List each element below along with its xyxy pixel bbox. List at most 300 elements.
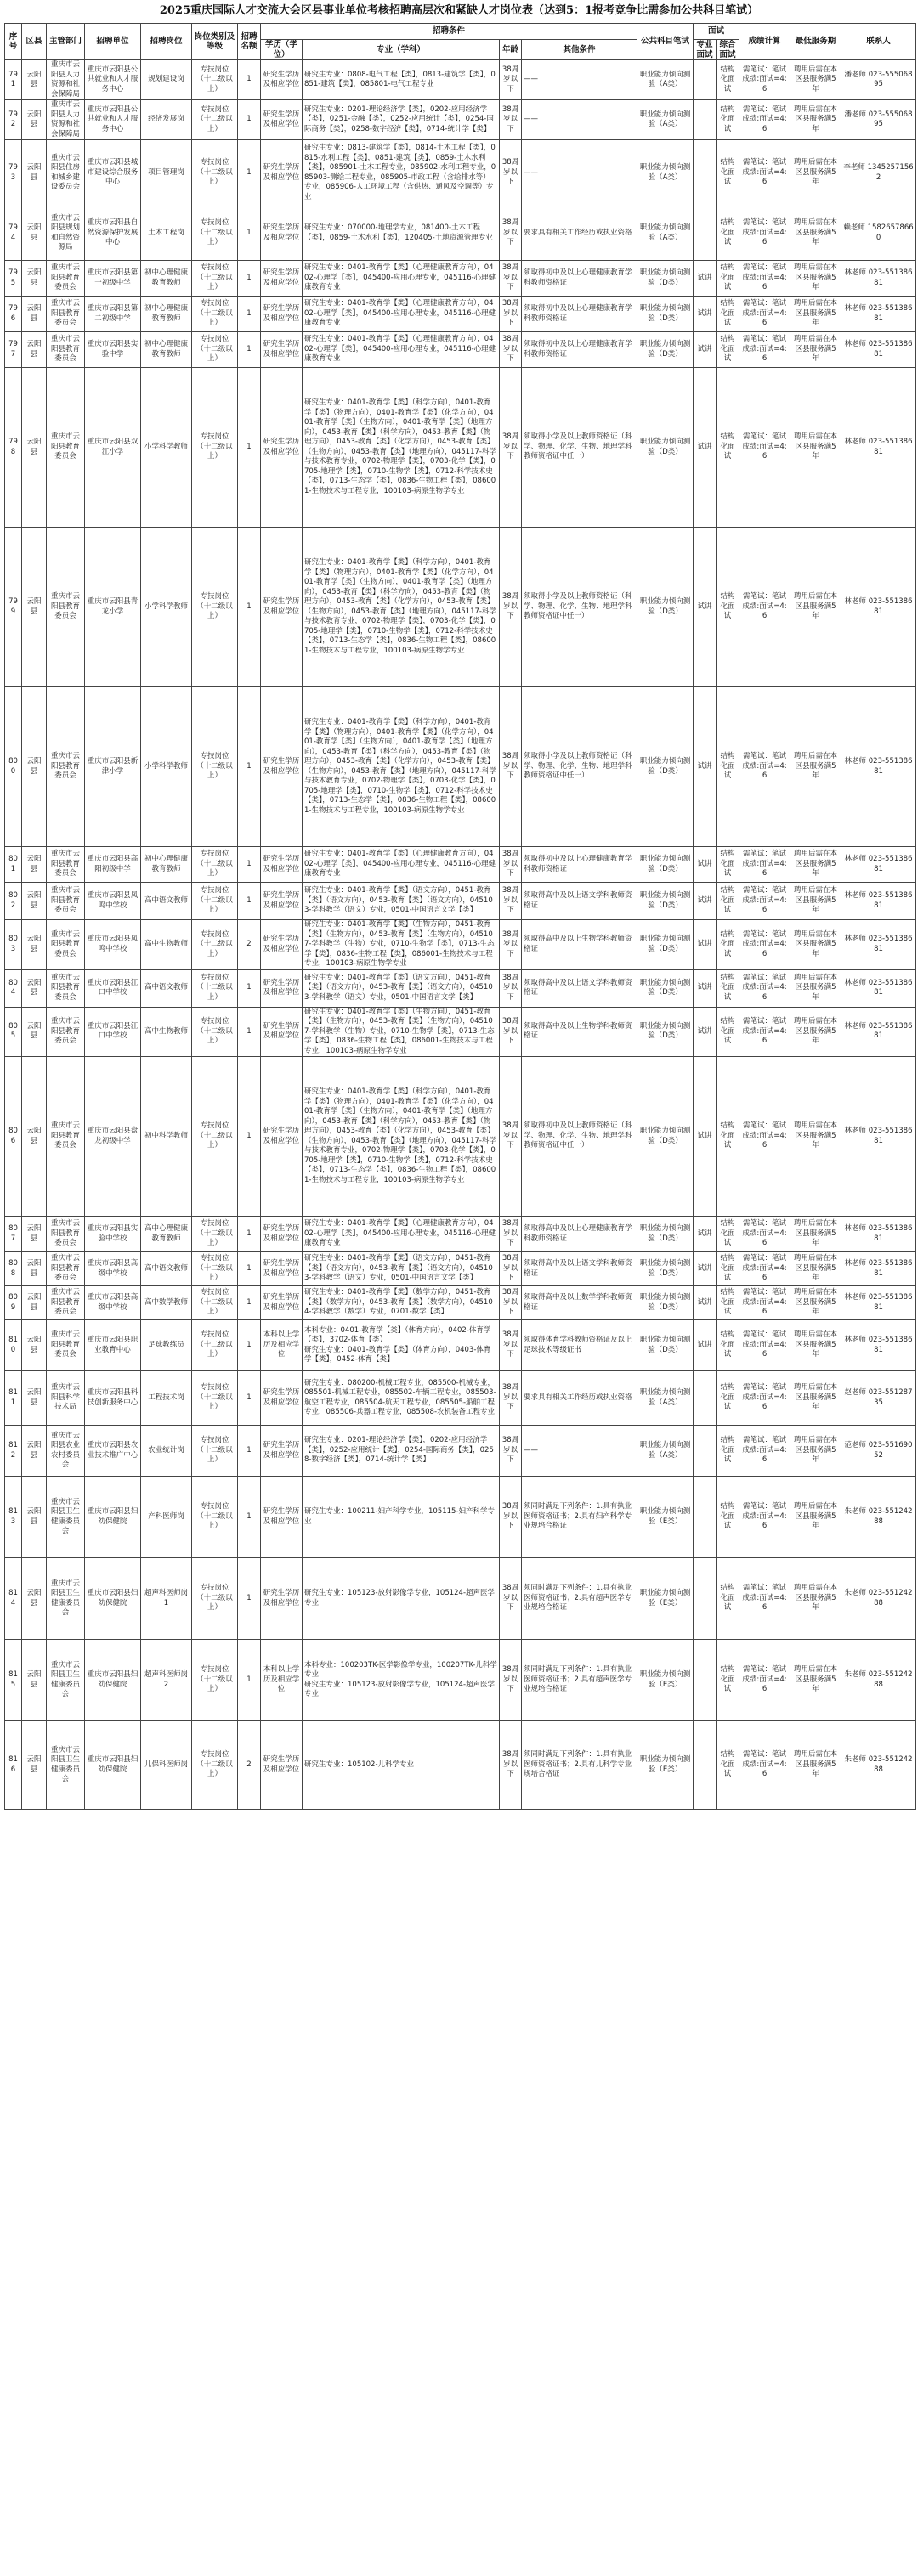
row-unit: 重庆市云阳县凤鸣中学校 bbox=[85, 920, 141, 970]
row-unit: 重庆市云阳县第一初级中学 bbox=[85, 261, 141, 297]
row-pubexam: 职业能力倾向测验（D类） bbox=[638, 1320, 694, 1371]
row-major bbox=[303, 1477, 500, 1558]
row-post: 高中生物教师 bbox=[141, 920, 192, 970]
row-contact: 林老师 023-55138681 bbox=[842, 969, 916, 1007]
row-district: 云阳县 bbox=[22, 1371, 47, 1426]
table-row bbox=[5, 1286, 916, 1320]
major-line: 研究生专业：0401-教育学【类】（生物方向），0451-教育【类】（生物方向），0453-教育【类】（生物方向），045107-学科教学（生物）专业，0710-生物学【类】，0713-生态学【类】，0836-生物工程【类】，086001-生物技术与工程专业，100103-病原生物学专业 bbox=[304, 920, 495, 968]
row-edu: 研究生学历及相应学位 bbox=[261, 332, 303, 368]
row-pubexam: 职业能力倾向测验（A类） bbox=[638, 140, 694, 206]
row-dept: 重庆市云阳县教育委员会 bbox=[47, 297, 85, 332]
table-row bbox=[5, 261, 916, 297]
row-major bbox=[303, 920, 500, 970]
row-pro-interview bbox=[694, 1477, 717, 1558]
row-comp-interview: 结构化面试 bbox=[717, 332, 740, 368]
row-category: 专技岗位（十二级以上） bbox=[192, 847, 238, 883]
row-quota: 1 bbox=[238, 1477, 261, 1558]
col-category: 岗位类别及等级 bbox=[192, 24, 238, 60]
row-major bbox=[303, 368, 500, 528]
row-unit: 重庆市云阳县公共就业和人才服务中心 bbox=[85, 100, 141, 140]
row-pubexam: 职业能力倾向测验（D类） bbox=[638, 847, 694, 883]
major-line: 研究生专业：0813-建筑学【类】，0814-土木工程【类】，0815-水利工程【类】，0851-建筑【类】，0859-土木水利【类】，085901-土木工程专业，085902-水利工程专业，085903-测绘工程专业，085905-市政工程（含给排水等）专业，085906-人工环境工程（含供热、通风及空调等）专业 bbox=[304, 144, 496, 201]
row-pubexam: 职业能力倾向测验（D类） bbox=[638, 1286, 694, 1320]
col-major: 专业（学科） bbox=[303, 40, 500, 60]
row-age: 38周岁以下 bbox=[500, 1721, 522, 1810]
table-row bbox=[5, 1477, 916, 1558]
row-district: 云阳县 bbox=[22, 140, 47, 206]
table-row bbox=[5, 1371, 916, 1426]
row-seq: 796 bbox=[5, 297, 22, 332]
row-comp-interview: 结构化面试 bbox=[717, 969, 740, 1007]
row-age: 38周岁以下 bbox=[500, 920, 522, 970]
row-score: 需笔试：笔试成绩:面试=4:6 bbox=[740, 1286, 790, 1320]
table-row bbox=[5, 1252, 916, 1286]
row-pro-interview: 试讲 bbox=[694, 920, 717, 970]
table-row bbox=[5, 1426, 916, 1477]
row-category: 专技岗位（十二级以上） bbox=[192, 1320, 238, 1371]
row-contact: 林老师 023-55138681 bbox=[842, 297, 916, 332]
row-dept: 重庆市云阳县教育委员会 bbox=[47, 1286, 85, 1320]
row-quota: 1 bbox=[238, 1007, 261, 1057]
row-unit: 重庆市云阳县科技创新服务中心 bbox=[85, 1371, 141, 1426]
row-comp-interview: 结构化面试 bbox=[717, 1252, 740, 1286]
row-dept: 重庆市云阳县教育委员会 bbox=[47, 332, 85, 368]
row-seq: 813 bbox=[5, 1477, 22, 1558]
row-edu: 研究生学历及相应学位 bbox=[261, 1286, 303, 1320]
row-category: 专技岗位（十二级以上） bbox=[192, 206, 238, 261]
row-age: 38周岁以下 bbox=[500, 687, 522, 847]
row-contact: 李老师 13452571562 bbox=[842, 140, 916, 206]
row-other: 要求具有相关工作经历或执业资格 bbox=[522, 206, 638, 261]
col-district: 区县 bbox=[22, 24, 47, 60]
row-major bbox=[303, 847, 500, 883]
row-contact: 林老师 023-55138681 bbox=[842, 1320, 916, 1371]
row-age: 38周岁以下 bbox=[500, 1252, 522, 1286]
row-dept: 重庆市云阳县科学技术局 bbox=[47, 1371, 85, 1426]
row-pubexam: 职业能力倾向测验（D类） bbox=[638, 1057, 694, 1217]
row-dept: 重庆市云阳县卫生健康委员会 bbox=[47, 1640, 85, 1721]
row-service: 聘用后需在本区县服务满5年 bbox=[790, 1007, 842, 1057]
row-category: 专技岗位（十二级以上） bbox=[192, 140, 238, 206]
job-table bbox=[4, 23, 916, 1810]
major-line: 研究生专业：0401-教育学【类】（科学方向），0401-教育学【类】（物理方向），0401-教育学【类】（化学方向），0401-教育学【类】（生物方向），0401-教育学【类】（地理方向），0453-教育【类】（科学方向），0453-教育【类】（物理方向），0453-教育【类】（化学方向），0453-教育【类】（生物方向），0453-教育【类】（地理方向），045117-科学与技术教育专业，0702-物理学【类】，0703-化学【类】，0705-地理学【类】，0710-生物学【类】，0712-科学技术史【类】，0713-生态学【类】，0836-生物工程【类】，086001-生物技术与工程专业，100103-病原生物学专业 bbox=[304, 398, 496, 495]
row-pro-interview: 试讲 bbox=[694, 969, 717, 1007]
row-pro-interview: 试讲 bbox=[694, 368, 717, 528]
row-contact: 林老师 023-55138681 bbox=[842, 1286, 916, 1320]
row-dept: 重庆市云阳县教育委员会 bbox=[47, 1252, 85, 1286]
row-contact: 林老师 023-55138681 bbox=[842, 920, 916, 970]
table-row bbox=[5, 1558, 916, 1640]
row-edu: 研究生学历及相应学位 bbox=[261, 1558, 303, 1640]
row-quota: 1 bbox=[238, 100, 261, 140]
row-contact: 潘老师 023-55506895 bbox=[842, 100, 916, 140]
row-score: 需笔试：笔试成绩:面试=4:6 bbox=[740, 847, 790, 883]
row-other: 须取得初中及以上心理健康教育学科教师资格证 bbox=[522, 332, 638, 368]
major-line: 研究生专业：0401-教育学【类】（语文方向），0451-教育【类】（语文方向），0453-教育【类】（语文方向），045103-学科教学（语文）专业，0501-中国语言文学【类】 bbox=[304, 886, 493, 915]
row-score: 需笔试：笔试成绩:面试=4:6 bbox=[740, 206, 790, 261]
row-pro-interview bbox=[694, 206, 717, 261]
row-category: 专技岗位（十二级以上） bbox=[192, 332, 238, 368]
row-service: 聘用后需在本区县服务满5年 bbox=[790, 261, 842, 297]
row-comp-interview: 结构化面试 bbox=[717, 60, 740, 100]
row-pro-interview bbox=[694, 1371, 717, 1426]
row-post: 儿保科医师岗 bbox=[141, 1721, 192, 1810]
row-category: 专技岗位（十二级以上） bbox=[192, 261, 238, 297]
row-other: 须取得初中及以上心理健康教育学科教师资格证 bbox=[522, 297, 638, 332]
row-age: 38周岁以下 bbox=[500, 60, 522, 100]
row-post: 高中生物教师 bbox=[141, 1007, 192, 1057]
row-pro-interview bbox=[694, 60, 717, 100]
row-category: 专技岗位（十二级以上） bbox=[192, 920, 238, 970]
row-pubexam: 职业能力倾向测验（D类） bbox=[638, 920, 694, 970]
row-pubexam: 职业能力倾向测验（D类） bbox=[638, 883, 694, 920]
row-post: 初中心理健康教育教师 bbox=[141, 261, 192, 297]
row-post: 足球教练员 bbox=[141, 1320, 192, 1371]
row-service: 聘用后需在本区县服务满5年 bbox=[790, 1286, 842, 1320]
row-post: 产科医师岗 bbox=[141, 1477, 192, 1558]
row-pubexam: 职业能力倾向测验（D类） bbox=[638, 1007, 694, 1057]
row-dept: 重庆市云阳县住房和城乡建设委员会 bbox=[47, 140, 85, 206]
row-dept: 重庆市云阳县教育委员会 bbox=[47, 969, 85, 1007]
row-district: 云阳县 bbox=[22, 1477, 47, 1558]
row-quota: 1 bbox=[238, 847, 261, 883]
row-dept: 重庆市云阳县教育委员会 bbox=[47, 883, 85, 920]
row-district: 云阳县 bbox=[22, 969, 47, 1007]
row-district: 云阳县 bbox=[22, 1217, 47, 1252]
row-category: 专技岗位（十二级以上） bbox=[192, 297, 238, 332]
row-age: 38周岁以下 bbox=[500, 140, 522, 206]
row-seq: 804 bbox=[5, 969, 22, 1007]
row-age: 38周岁以下 bbox=[500, 1477, 522, 1558]
major-line: 研究生专业：0401-教育学【类】（心理健康教育方向），0402-心理学【类】，045400-应用心理专业，045116-心理健康教育专业 bbox=[304, 1219, 496, 1248]
row-seq: 798 bbox=[5, 368, 22, 528]
row-age: 38周岁以下 bbox=[500, 100, 522, 140]
row-pubexam: 职业能力倾向测验（D类） bbox=[638, 297, 694, 332]
row-dept: 重庆市云阳县教育委员会 bbox=[47, 368, 85, 528]
row-age: 38周岁以下 bbox=[500, 1007, 522, 1057]
row-post: 高中数学教师 bbox=[141, 1286, 192, 1320]
row-quota: 1 bbox=[238, 883, 261, 920]
col-contact: 联系人 bbox=[842, 24, 916, 60]
row-district: 云阳县 bbox=[22, 1320, 47, 1371]
row-category: 专技岗位（十二级以上） bbox=[192, 1252, 238, 1286]
row-edu: 研究生学历及相应学位 bbox=[261, 1217, 303, 1252]
major-line: 研究生专业：0401-教育学【类】（心理健康教育方向），0402-心理学【类】，045400-应用心理专业，045116-心理健康教育专业 bbox=[304, 299, 496, 328]
row-edu: 研究生学历及相应学位 bbox=[261, 60, 303, 100]
row-pubexam: 职业能力倾向测验（D类） bbox=[638, 368, 694, 528]
row-quota: 1 bbox=[238, 60, 261, 100]
row-comp-interview: 结构化面试 bbox=[717, 1320, 740, 1371]
col-post: 招聘岗位 bbox=[141, 24, 192, 60]
major-line: 研究生专业：0401-教育学【类】（语文方向），0451-教育【类】（语文方向），0453-教育【类】（语文方向），045103-学科教学（语文）专业，0501-中国语言文学【类】 bbox=[304, 1254, 493, 1283]
row-pro-interview: 试讲 bbox=[694, 261, 717, 297]
major-line: 研究生专业：0401-教育学【类】（科学方向），0401-教育学【类】（物理方向），0401-教育学【类】（化学方向），0401-教育学【类】（生物方向），0401-教育学【类】（地理方向），0453-教育【类】（科学方向），0453-教育【类】（物理方向），0453-教育【类】（化学方向），0453-教育【类】（生物方向），0453-教育【类】（地理方向），045117-科学与技术教育专业，0702-物理学【类】，0703-化学【类】，0705-地理学【类】，0710-生物学【类】，0712-科学技术史【类】，0713-生态学【类】，0836-生物工程【类】，086001-生物技术与工程专业，100103-病原生物学专业 bbox=[304, 718, 496, 815]
row-major bbox=[303, 1252, 500, 1286]
row-service: 聘用后需在本区县服务满5年 bbox=[790, 1252, 842, 1286]
row-pubexam: 职业能力倾向测验（D类） bbox=[638, 687, 694, 847]
row-comp-interview: 结构化面试 bbox=[717, 100, 740, 140]
col-dept: 主管部门 bbox=[47, 24, 85, 60]
row-dept: 重庆市云阳县教育委员会 bbox=[47, 528, 85, 687]
row-comp-interview: 结构化面试 bbox=[717, 1558, 740, 1640]
row-quota: 1 bbox=[238, 332, 261, 368]
row-dept: 重庆市云阳县教育委员会 bbox=[47, 261, 85, 297]
row-post: 高中语文教师 bbox=[141, 883, 192, 920]
row-pubexam: 职业能力倾向测验（D类） bbox=[638, 1252, 694, 1286]
row-other: 须取得高中及以上语文学科教师资格证 bbox=[522, 1252, 638, 1286]
row-service: 聘用后需在本区县服务满5年 bbox=[790, 1558, 842, 1640]
row-contact: 林老师 023-55138681 bbox=[842, 368, 916, 528]
row-category: 专技岗位（十二级以上） bbox=[192, 100, 238, 140]
row-other: —— bbox=[522, 60, 638, 100]
table-row bbox=[5, 368, 916, 528]
row-quota: 1 bbox=[238, 1217, 261, 1252]
row-service: 聘用后需在本区县服务满5年 bbox=[790, 206, 842, 261]
row-age: 38周岁以下 bbox=[500, 1217, 522, 1252]
row-quota: 1 bbox=[238, 1286, 261, 1320]
row-post: 超声科医师岗1 bbox=[141, 1558, 192, 1640]
row-comp-interview: 结构化面试 bbox=[717, 368, 740, 528]
row-other: 须取得高中及以上语文学科教师资格证 bbox=[522, 969, 638, 1007]
row-quota: 2 bbox=[238, 1721, 261, 1810]
page-title: 2025重庆国际人才交流大会区县事业单位考核招聘高层次和紧缺人才岗位表（达到5：1报考竞争比需参加公共科目笔试） bbox=[159, 4, 759, 17]
row-edu: 研究生学历及相应学位 bbox=[261, 297, 303, 332]
row-comp-interview: 结构化面试 bbox=[717, 1286, 740, 1320]
row-unit: 重庆市云阳县双江小学 bbox=[85, 368, 141, 528]
row-district: 云阳县 bbox=[22, 883, 47, 920]
row-post: 高中语文教师 bbox=[141, 969, 192, 1007]
row-post: 超声科医师岗2 bbox=[141, 1640, 192, 1721]
col-service: 最低服务期 bbox=[790, 24, 842, 60]
row-other: 须取得高中及以上生物学科教师资格证 bbox=[522, 1007, 638, 1057]
row-score: 需笔试：笔试成绩:面试=4:6 bbox=[740, 528, 790, 687]
row-seq: 794 bbox=[5, 206, 22, 261]
row-pro-interview: 试讲 bbox=[694, 687, 717, 847]
row-unit: 重庆市云阳县第二初级中学 bbox=[85, 297, 141, 332]
col-other: 其他条件 bbox=[522, 40, 638, 60]
row-age: 38周岁以下 bbox=[500, 1558, 522, 1640]
row-pro-interview bbox=[694, 1426, 717, 1477]
row-post: 初中心理健康教育教师 bbox=[141, 332, 192, 368]
row-pubexam: 职业能力倾向测验（A类） bbox=[638, 1426, 694, 1477]
row-other: 须取得高中及以上心理健康教育学科教师资格证 bbox=[522, 1217, 638, 1252]
table-body bbox=[5, 60, 916, 1810]
row-other: 须取得高中及以上语文学科教师资格证 bbox=[522, 883, 638, 920]
row-pro-interview: 试讲 bbox=[694, 1286, 717, 1320]
row-post: 初中心理健康教育教师 bbox=[141, 847, 192, 883]
table-row bbox=[5, 1217, 916, 1252]
row-unit: 重庆市云阳县公共就业和人才服务中心 bbox=[85, 60, 141, 100]
row-comp-interview: 结构化面试 bbox=[717, 920, 740, 970]
row-other: 须同时满足下列条件：1.具有执业医师资格证书；2.具有超声医学专业规培合格证 bbox=[522, 1558, 638, 1640]
row-edu: 研究生学历及相应学位 bbox=[261, 883, 303, 920]
col-pubexam: 公共科目笔试 bbox=[638, 24, 694, 60]
row-service: 聘用后需在本区县服务满5年 bbox=[790, 883, 842, 920]
row-edu: 研究生学历及相应学位 bbox=[261, 528, 303, 687]
row-contact: 潘老师 023-55506895 bbox=[842, 60, 916, 100]
row-score: 需笔试：笔试成绩:面试=4:6 bbox=[740, 1217, 790, 1252]
row-other: 须取得小学及以上教师资格证（科学、物理、化学、生物、地理学科教师资格证中任一） bbox=[522, 528, 638, 687]
table-row bbox=[5, 969, 916, 1007]
table-row bbox=[5, 332, 916, 368]
row-dept: 重庆市云阳县人力资源和社会保障局 bbox=[47, 100, 85, 140]
major-line: 研究生专业：0401-教育学【类】（数学方向），0451-教育【类】（数学方向），0453-教育【类】（数学方向），045104-学科教学（数学）专业，0701-数学【类】 bbox=[304, 1288, 493, 1317]
row-seq: 808 bbox=[5, 1252, 22, 1286]
row-dept: 重庆市云阳县教育委员会 bbox=[47, 687, 85, 847]
row-comp-interview: 结构化面试 bbox=[717, 528, 740, 687]
table-row bbox=[5, 1057, 916, 1217]
row-pro-interview: 试讲 bbox=[694, 1252, 717, 1286]
row-score: 需笔试：笔试成绩:面试=4:6 bbox=[740, 1371, 790, 1426]
table-row bbox=[5, 883, 916, 920]
row-pro-interview: 试讲 bbox=[694, 883, 717, 920]
row-edu: 研究生学历及相应学位 bbox=[261, 1477, 303, 1558]
row-other: 要求具有相关工作经历或执业资格 bbox=[522, 1371, 638, 1426]
row-edu: 研究生学历及相应学位 bbox=[261, 100, 303, 140]
row-district: 云阳县 bbox=[22, 1426, 47, 1477]
row-comp-interview: 结构化面试 bbox=[717, 140, 740, 206]
row-category: 专技岗位（十二级以上） bbox=[192, 1286, 238, 1320]
row-age: 38周岁以下 bbox=[500, 368, 522, 528]
row-seq: 792 bbox=[5, 100, 22, 140]
row-category: 专技岗位（十二级以上） bbox=[192, 1007, 238, 1057]
row-pubexam: 职业能力倾向测验（E类） bbox=[638, 1721, 694, 1810]
row-major bbox=[303, 969, 500, 1007]
row-edu: 本科以上学历及相应学位 bbox=[261, 1320, 303, 1371]
row-unit: 重庆市云阳县实验中学校 bbox=[85, 1217, 141, 1252]
row-post: 小学科学教师 bbox=[141, 528, 192, 687]
row-seq: 809 bbox=[5, 1286, 22, 1320]
major-line: 研究生专业：0401-教育学【类】（体育方向），0403-体育学【类】，0452-体育【类】 bbox=[304, 1345, 491, 1364]
header-row-1 bbox=[5, 24, 916, 40]
row-district: 云阳县 bbox=[22, 1007, 47, 1057]
row-pubexam: 职业能力倾向测验（E类） bbox=[638, 1640, 694, 1721]
row-contact: 朱老师 023-55124288 bbox=[842, 1640, 916, 1721]
row-score: 需笔试：笔试成绩:面试=4:6 bbox=[740, 920, 790, 970]
row-seq: 807 bbox=[5, 1217, 22, 1252]
row-comp-interview: 结构化面试 bbox=[717, 687, 740, 847]
major-line: 研究生专业：0201-理论经济学【类】，0202-应用经济学【类】，0251-金融【类】，0252-应用统计【类】，0254-国际商务【类】，0258-数字经济【类】，0714-统计学【类】 bbox=[304, 105, 494, 133]
row-age: 38周岁以下 bbox=[500, 528, 522, 687]
col-pro-interview: 专业面试 bbox=[694, 40, 717, 60]
row-score: 需笔试：笔试成绩:面试=4:6 bbox=[740, 1426, 790, 1477]
row-other: 须取得初中及以上心理健康教育学科教师资格证 bbox=[522, 847, 638, 883]
row-other: 须同时满足下列条件：1.具有执业医师资格证书；2.具有儿科学专业规培合格证 bbox=[522, 1721, 638, 1810]
row-pubexam: 职业能力倾向测验（A类） bbox=[638, 100, 694, 140]
row-seq: 814 bbox=[5, 1558, 22, 1640]
row-seq: 801 bbox=[5, 847, 22, 883]
row-district: 云阳县 bbox=[22, 920, 47, 970]
row-major bbox=[303, 1320, 500, 1371]
row-edu: 研究生学历及相应学位 bbox=[261, 1426, 303, 1477]
row-district: 云阳县 bbox=[22, 528, 47, 687]
major-line: 研究生专业：0808-电气工程【类】，0813-建筑学【类】，0851-建筑【类】，085801-电气工程专业 bbox=[304, 70, 496, 88]
row-dept: 重庆市云阳县人力资源和社会保障局 bbox=[47, 60, 85, 100]
row-service: 聘用后需在本区县服务满5年 bbox=[790, 1426, 842, 1477]
row-age: 38周岁以下 bbox=[500, 1426, 522, 1477]
row-seq: 812 bbox=[5, 1426, 22, 1477]
row-district: 云阳县 bbox=[22, 1558, 47, 1640]
row-unit: 重庆市云阳县江口中学校 bbox=[85, 969, 141, 1007]
row-quota: 1 bbox=[238, 1426, 261, 1477]
row-score: 需笔试：笔试成绩:面试=4:6 bbox=[740, 297, 790, 332]
row-seq: 806 bbox=[5, 1057, 22, 1217]
table-row bbox=[5, 847, 916, 883]
row-quota: 1 bbox=[238, 1057, 261, 1217]
row-quota: 1 bbox=[238, 140, 261, 206]
row-pubexam: 职业能力倾向测验（A类） bbox=[638, 206, 694, 261]
row-post: 农业统计岗 bbox=[141, 1426, 192, 1477]
col-conditions: 招聘条件 bbox=[261, 24, 638, 40]
row-comp-interview: 结构化面试 bbox=[717, 1007, 740, 1057]
row-other: 须取得高中及以上数学学科教师资格证 bbox=[522, 1286, 638, 1320]
row-service: 聘用后需在本区县服务满5年 bbox=[790, 1320, 842, 1371]
row-edu: 研究生学历及相应学位 bbox=[261, 1252, 303, 1286]
row-seq: 816 bbox=[5, 1721, 22, 1810]
table-row bbox=[5, 687, 916, 847]
row-comp-interview: 结构化面试 bbox=[717, 261, 740, 297]
row-contact: 林老师 023-55138681 bbox=[842, 1057, 916, 1217]
row-district: 云阳县 bbox=[22, 1721, 47, 1810]
row-pubexam: 职业能力倾向测验（E类） bbox=[638, 1558, 694, 1640]
row-pro-interview bbox=[694, 1558, 717, 1640]
row-unit: 重庆市云阳县城市建设综合服务中心 bbox=[85, 140, 141, 206]
row-service: 聘用后需在本区县服务满5年 bbox=[790, 920, 842, 970]
row-major bbox=[303, 1640, 500, 1721]
major-line: 研究生专业：0401-教育学【类】（生物方向），0451-教育【类】（生物方向），0453-教育【类】（生物方向），045107-学科教学（生物）专业，0710-生物学【类】，0713-生态学【类】，0836-生物工程【类】，086001-生物技术与工程专业，100103-病原生物学专业 bbox=[304, 1007, 495, 1055]
row-category: 专技岗位（十二级以上） bbox=[192, 1426, 238, 1477]
row-age: 38周岁以下 bbox=[500, 1057, 522, 1217]
row-contact: 林老师 023-55138681 bbox=[842, 883, 916, 920]
row-seq: 800 bbox=[5, 687, 22, 847]
table-row bbox=[5, 60, 916, 100]
row-pro-interview bbox=[694, 140, 717, 206]
table-row bbox=[5, 1320, 916, 1371]
row-age: 38周岁以下 bbox=[500, 1286, 522, 1320]
row-contact: 林老师 023-55138681 bbox=[842, 261, 916, 297]
row-pubexam: 职业能力倾向测验（E类） bbox=[638, 1477, 694, 1558]
row-category: 专技岗位（十二级以上） bbox=[192, 1640, 238, 1721]
major-line: 研究生专业：0401-教育学【类】（语文方向），0451-教育【类】（语文方向），0453-教育【类】（语文方向），045103-学科教学（语文）专业，0501-中国语言文学【类】 bbox=[304, 973, 493, 1002]
row-score: 需笔试：笔试成绩:面试=4:6 bbox=[740, 1057, 790, 1217]
row-seq: 802 bbox=[5, 883, 22, 920]
row-seq: 805 bbox=[5, 1007, 22, 1057]
row-seq: 799 bbox=[5, 528, 22, 687]
row-category: 专技岗位（十二级以上） bbox=[192, 687, 238, 847]
row-pubexam: 职业能力倾向测验（D类） bbox=[638, 332, 694, 368]
table-row bbox=[5, 920, 916, 970]
row-service: 聘用后需在本区县服务满5年 bbox=[790, 140, 842, 206]
row-score: 需笔试：笔试成绩:面试=4:6 bbox=[740, 1252, 790, 1286]
row-district: 云阳县 bbox=[22, 1286, 47, 1320]
row-district: 云阳县 bbox=[22, 1640, 47, 1721]
row-contact: 朱老师 023-55124288 bbox=[842, 1477, 916, 1558]
row-unit: 重庆市云阳县高阳初级中学 bbox=[85, 847, 141, 883]
row-service: 聘用后需在本区县服务满5年 bbox=[790, 1371, 842, 1426]
row-age: 38周岁以下 bbox=[500, 1640, 522, 1721]
row-other: —— bbox=[522, 140, 638, 206]
row-unit: 重庆市云阳县妇幼保健院 bbox=[85, 1640, 141, 1721]
row-score: 需笔试：笔试成绩:面试=4:6 bbox=[740, 1558, 790, 1640]
row-comp-interview: 结构化面试 bbox=[717, 1721, 740, 1810]
table-row bbox=[5, 206, 916, 261]
row-major bbox=[303, 1007, 500, 1057]
row-major bbox=[303, 1426, 500, 1477]
row-contact: 林老师 023-55138681 bbox=[842, 528, 916, 687]
row-edu: 研究生学历及相应学位 bbox=[261, 1721, 303, 1810]
col-edu: 学历（学位） bbox=[261, 40, 303, 60]
row-quota: 1 bbox=[238, 1252, 261, 1286]
